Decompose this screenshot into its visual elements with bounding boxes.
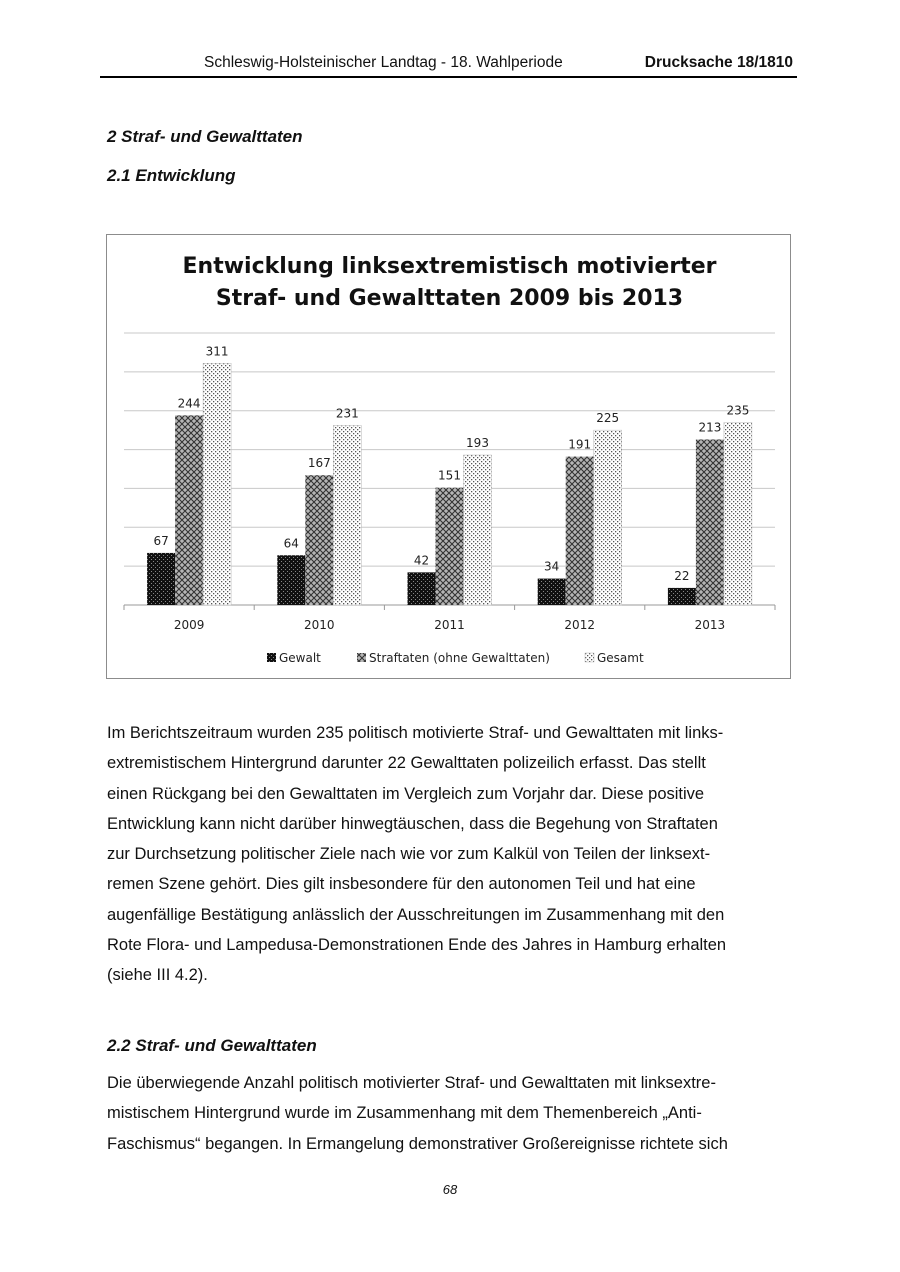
- x-tick-label: 2012: [564, 618, 595, 632]
- paragraph-line: Die überwiegende Anzahl politisch motivierter Straf- und Gewalttaten mit linksextre-: [107, 1074, 716, 1092]
- bar-gewalt: [147, 553, 175, 605]
- bar-gesamt: [724, 422, 752, 605]
- bar-chart: [106, 234, 791, 679]
- paragraph-line: Im Berichtszeitraum wurden 235 politisch motivierte Straf- und Gewalttaten mit links-: [107, 724, 724, 742]
- data-label: 167: [307, 456, 331, 471]
- header-document-number: Drucksache 18/1810: [644, 54, 793, 71]
- subsection-heading-straftaten: 2.2 Straf- und Gewalttaten: [107, 1036, 317, 1055]
- bar-straftaten: [175, 415, 203, 605]
- bar-gesamt: [203, 363, 231, 605]
- paragraph-line: zur Durchsetzung politischer Ziele nach wie vor zum Kalkül von Teilen der linksext-: [107, 845, 711, 864]
- legend-swatch: [357, 653, 366, 662]
- paragraph-line: Entwicklung kann nicht darüber hinwegtäuschen, dass die Begehung von Straftaten: [107, 814, 718, 833]
- bar-gewalt: [277, 555, 305, 605]
- body-paragraph-1: [107, 718, 807, 991]
- data-label: 225: [596, 411, 620, 426]
- page-header: [100, 52, 797, 78]
- data-label: 64: [283, 536, 299, 551]
- paragraph-line: augenfällige Bestätigung anlässlich der Ausschreitungen im Zusammenhang mit den: [107, 905, 725, 924]
- legend-swatch: [585, 653, 594, 662]
- page-number: 68: [442, 1182, 458, 1197]
- paragraph-line: einen Rückgang bei den Gewalttaten im Vergleich zum Vorjahr dar. Diese positive: [107, 784, 705, 803]
- data-label: 42: [413, 553, 430, 568]
- paragraph-line: (siehe III 4.2).: [107, 966, 208, 985]
- x-tick-label: 2011: [434, 618, 465, 632]
- bar-straftaten: [305, 475, 333, 605]
- data-label: 34: [544, 559, 560, 574]
- data-label: 191: [568, 437, 592, 452]
- legend-swatch: [267, 653, 276, 662]
- data-label: 193: [466, 436, 489, 451]
- data-label: 311: [205, 344, 229, 359]
- paragraph-line: mistischem Hintergrund wurde im Zusammenhang mit dem Themenbereich „Anti-: [107, 1104, 702, 1123]
- data-label: 235: [726, 403, 750, 418]
- chart-svg: [107, 235, 792, 680]
- data-label: 213: [698, 420, 722, 435]
- subsection-heading-entwicklung: 2.1 Entwicklung: [107, 166, 236, 185]
- bar-gesamt: [594, 430, 622, 605]
- bar-straftaten: [436, 488, 464, 605]
- x-tick-label: 2010: [304, 618, 335, 632]
- legend-label: Gewalt: [279, 651, 321, 665]
- bar-straftaten: [696, 439, 724, 605]
- paragraph-line: Faschismus“ begangen. In Ermangelung demonstrativer Großereignisse richtete sich: [107, 1134, 728, 1153]
- chart-title-line-1: Entwicklung linksextremistisch motivierter: [182, 254, 717, 279]
- data-label: 67: [153, 533, 169, 548]
- legend-label: Gesamt: [597, 651, 644, 665]
- x-tick-label: 2009: [173, 618, 205, 632]
- x-tick-label: 2013: [694, 618, 726, 632]
- paragraph-line: remen Szene gehört. Dies gilt insbesondere für den autonomen Teil und hat eine: [107, 875, 696, 894]
- body-paragraph-2: [107, 1068, 807, 1159]
- data-label: 151: [438, 468, 461, 483]
- chart-title-line-2: Straf- und Gewalttaten 2009 bis 2013: [215, 286, 684, 311]
- bar-gewalt: [668, 588, 696, 605]
- paragraph-line: extremistischem Hintergrund darunter 22 Gewalttaten polizeilich erfasst. Das stellt: [107, 754, 706, 773]
- bar-gesamt: [464, 455, 492, 605]
- data-label: 22: [674, 568, 690, 583]
- section-heading: 2 Straf- und Gewalttaten: [107, 127, 303, 146]
- bar-gesamt: [333, 425, 361, 605]
- legend-label: Straftaten (ohne Gewalttaten): [369, 651, 550, 665]
- header-title: Schleswig-Holsteinischer Landtag - 18. Wahlperiode: [204, 54, 563, 71]
- data-label: 231: [335, 406, 359, 421]
- data-label: 244: [177, 396, 201, 411]
- paragraph-line: Rote Flora- und Lampedusa-Demonstrationen Ende des Jahres in Hamburg erhalten: [107, 936, 727, 955]
- bar-gewalt: [408, 572, 436, 605]
- bar-straftaten: [566, 457, 594, 605]
- bar-gewalt: [538, 579, 566, 605]
